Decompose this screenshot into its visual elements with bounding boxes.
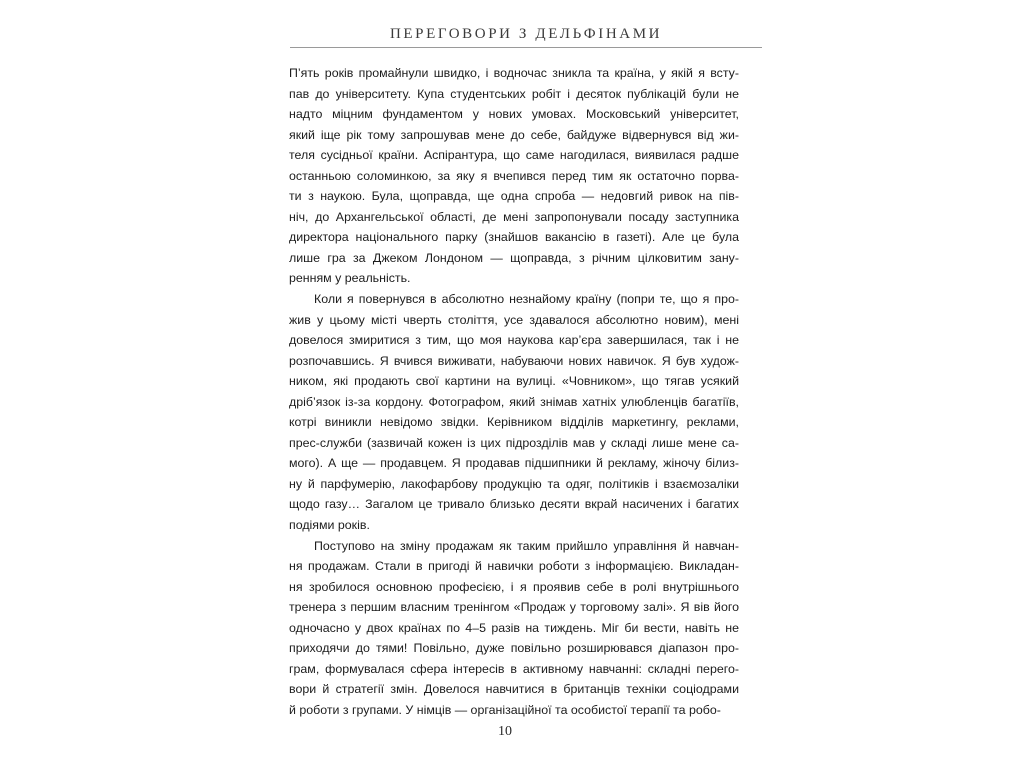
text-line: директора національного парку (знайшов вакансію в газеті). Але це була: [289, 230, 739, 245]
text-line: жив у цьому місті чверть століття, усе здавалося абсолютно новим), мені: [289, 312, 739, 327]
text-line: Поступово на зміну продажам як таким прийшло управління й навчан-: [314, 538, 739, 553]
text-line: ня продажам. Стали в пригоді й навички роботи з інформацією. Викладан-: [289, 559, 739, 574]
paragraph: [289, 536, 739, 721]
text-line: щодо газу… Загалом це тривало близько десяти вкрай насичених і багатих: [289, 497, 739, 512]
text-line: ніч, до Архангельської області, де мені запропонували посаду заступника: [289, 209, 739, 224]
text-line: тренера з першим власним тренінгом «Продаж у торговому залі». Я вів його: [289, 600, 739, 615]
text-line: ренням у реальність.: [289, 271, 411, 286]
text-line: вори й стратегії змін. Довелося навчитися в британців техніки соціодрами: [289, 682, 739, 697]
body-text: [289, 63, 739, 721]
text-line: приходячи до тями! Повільно, дуже повільно розширювався діапазон про-: [289, 641, 739, 656]
text-line: дріб’язок із-за кордону. Фотографом, який знімав хатніх улюбленців багатіїв,: [289, 394, 739, 409]
text-line: й роботи з групами. У німців — організаційної та особистої терапії та робо-: [289, 702, 721, 717]
text-line: ня зробилося основною професією, і я проявив себе в ролі внутрішнього: [289, 579, 739, 594]
header-rule: [290, 47, 762, 48]
paragraph: [289, 289, 739, 536]
page-number: 10: [498, 724, 512, 739]
running-head-title: ПЕРЕГОВОРИ З ДЕЛЬФІНАМИ: [389, 26, 663, 42]
text-line: теля сусідньої країни. Аспірантура, що саме нагодилася, виявилася радше: [289, 148, 739, 163]
text-line: П’ять років промайнули швидко, і водночас зникла та країна, у якій я всту-: [289, 66, 739, 80]
paragraph: [289, 63, 739, 289]
text-line: Коли я повернувся в абсолютно незнайому країну (попри те, що я про-: [314, 292, 739, 307]
text-line: ну й парфумерію, лакофарбову продукцію та одяг, політиків і взаємозаліки: [289, 476, 739, 491]
text-line: пав до університету. Купа студентських робіт і десяток публікацій були не: [289, 86, 739, 101]
text-line: довелося змиритися з тим, що моя наукова кар’єра завершилася, так і не: [289, 333, 739, 348]
text-line: ти з наукою. Була, щоправда, ще одна спроба — недовгий ривок на пів-: [289, 189, 739, 204]
text-line: грам, формувалася сфера інтересів в активному навчанні: складні перего-: [289, 661, 739, 676]
text-line: який іще рік тому запрошував мене до себе, байдуже відвернувся від жи-: [289, 127, 739, 142]
text-line: мого). А ще — продавцем. Я продавав підшипники й рекламу, жіночу білиз-: [289, 456, 739, 471]
text-line: останньою соломинкою, за яку я вчепився перед тим як остаточно порва-: [289, 168, 739, 183]
text-line: надто міцним фундаментом у нових умовах. Московський університет,: [289, 107, 739, 122]
text-line: одночасно у двох країнах по 4–5 разів на тиждень. Міг би вести, навіть не: [289, 620, 739, 635]
text-line: ником, які продають свої картини на вулиці. «Човником», що тягав усякий: [289, 374, 739, 389]
text-line: лише гра за Джеком Лондоном — щоправда, з річним цілковитим зану-: [289, 250, 739, 265]
text-line: розпочавшись. Я вчився виживати, набуваючи нових навичок. Я був худож-: [289, 353, 739, 368]
text-line: котрі виникли невідомо звідки. Керівником відділів маркетингу, реклами,: [289, 415, 739, 430]
text-line: подіями років.: [289, 518, 370, 533]
text-line: прес-служби (зазвичай кожен із цих підрозділів мав у складі лише мене са-: [289, 435, 739, 450]
